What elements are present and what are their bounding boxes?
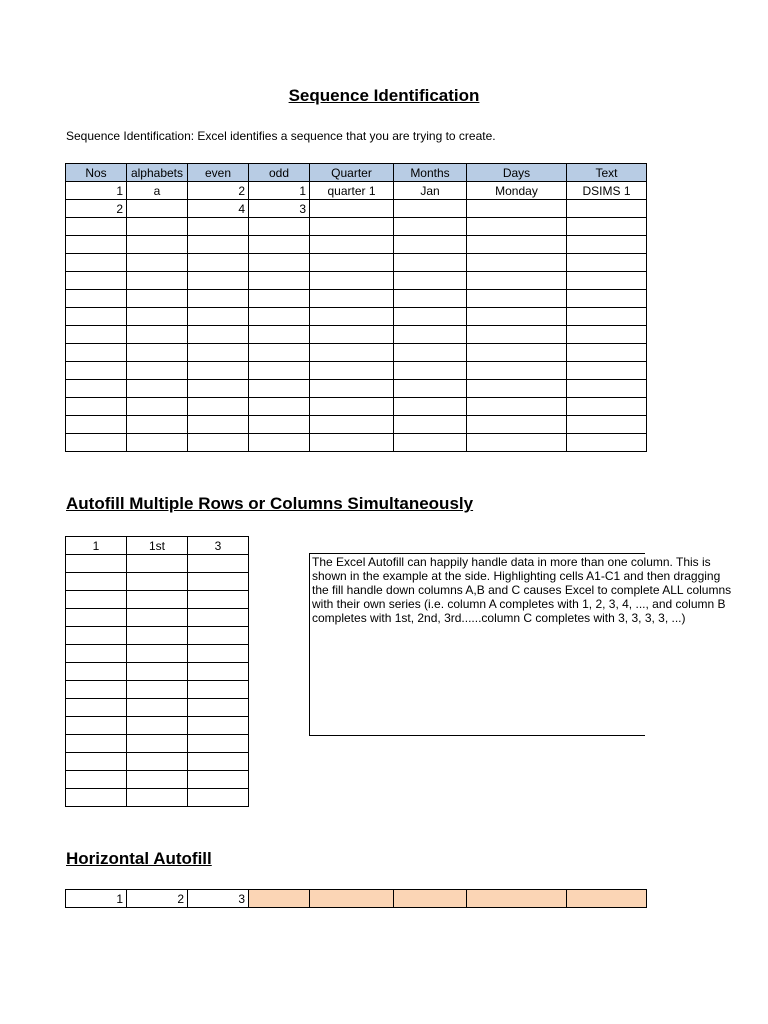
empty-row [66,434,647,452]
cell[interactable] [567,200,647,218]
empty-cell[interactable] [467,326,567,344]
empty-cell[interactable] [467,398,567,416]
horizontal-heading: Horizontal Autofill [66,849,212,868]
empty-cell[interactable] [567,308,647,326]
empty-row [66,663,249,681]
empty-cell[interactable] [467,308,567,326]
empty-cell[interactable] [66,699,127,717]
empty-cell[interactable] [567,272,647,290]
empty-cell[interactable] [127,753,188,771]
empty-cell[interactable] [249,308,310,326]
empty-row [66,236,647,254]
empty-cell[interactable] [188,218,249,236]
empty-cell[interactable] [310,326,394,344]
empty-cell[interactable] [127,627,188,645]
empty-cell[interactable] [310,290,394,308]
empty-cell[interactable] [66,591,127,609]
empty-cell[interactable] [66,789,127,807]
cell[interactable]: quarter 1 [310,182,394,200]
fill-target-cell[interactable] [467,890,567,908]
cell[interactable]: 3 [188,890,249,908]
empty-cell[interactable] [188,609,249,627]
empty-cell[interactable] [188,699,249,717]
page-title: Sequence Identification [288,86,480,105]
empty-row [66,308,647,326]
empty-cell[interactable] [467,434,567,452]
empty-cell[interactable] [188,627,249,645]
empty-cell[interactable] [467,218,567,236]
cell[interactable]: 4 [188,200,249,218]
empty-cell[interactable] [467,236,567,254]
header-cell[interactable]: odd [249,164,310,182]
empty-cell[interactable] [249,290,310,308]
empty-cell[interactable] [188,555,249,573]
empty-cell[interactable] [66,254,127,272]
empty-cell[interactable] [66,645,127,663]
empty-cell[interactable] [127,555,188,573]
empty-cell[interactable] [188,789,249,807]
empty-cell[interactable] [567,398,647,416]
empty-cell[interactable] [66,362,127,380]
empty-row [66,681,249,699]
sequence-table [65,163,647,452]
cell[interactable]: Jan [394,182,467,200]
header-row [66,164,647,182]
cell[interactable]: 3 [188,537,249,555]
empty-cell[interactable] [394,218,467,236]
cell[interactable] [467,200,567,218]
empty-cell[interactable] [188,771,249,789]
cell[interactable]: a [127,182,188,200]
empty-cell[interactable] [310,218,394,236]
empty-cell[interactable] [567,218,647,236]
empty-cell[interactable] [467,380,567,398]
empty-cell[interactable] [127,398,188,416]
empty-cell[interactable] [127,380,188,398]
empty-cell[interactable] [66,308,127,326]
fill-target-cell[interactable] [567,890,647,908]
empty-cell[interactable] [249,272,310,290]
empty-cell[interactable] [188,398,249,416]
empty-cell[interactable] [66,717,127,735]
empty-cell[interactable] [188,663,249,681]
empty-cell[interactable] [188,645,249,663]
empty-cell[interactable] [188,254,249,272]
cell[interactable] [394,200,467,218]
empty-row [66,555,249,573]
cell[interactable]: 3 [249,200,310,218]
empty-row [66,326,647,344]
empty-cell[interactable] [394,398,467,416]
empty-cell[interactable] [66,735,127,753]
cell[interactable] [127,200,188,218]
empty-row [66,771,249,789]
empty-cell[interactable] [249,254,310,272]
empty-cell[interactable] [66,218,127,236]
empty-row [66,753,249,771]
empty-cell[interactable] [310,236,394,254]
empty-cell[interactable] [249,326,310,344]
cell[interactable]: 2 [66,200,127,218]
empty-cell[interactable] [188,753,249,771]
empty-cell[interactable] [394,416,467,434]
table-row [66,200,647,218]
empty-row [66,380,647,398]
empty-cell[interactable] [188,681,249,699]
empty-cell[interactable] [567,236,647,254]
empty-cell[interactable] [310,254,394,272]
empty-cell[interactable] [310,362,394,380]
horizontal-table [65,889,647,908]
empty-cell[interactable] [66,236,127,254]
empty-rows [66,218,647,452]
cell[interactable]: 2 [188,182,249,200]
empty-row [66,789,249,807]
empty-cell[interactable] [188,272,249,290]
empty-row [66,645,249,663]
header-cell[interactable]: even [188,164,249,182]
table-row [66,890,647,908]
empty-row [66,717,249,735]
empty-cell[interactable] [127,681,188,699]
table-row [66,182,647,200]
empty-cell[interactable] [188,591,249,609]
empty-cell[interactable] [249,218,310,236]
empty-row [66,591,249,609]
empty-cell[interactable] [188,573,249,591]
header-cell[interactable]: Text [567,164,647,182]
empty-cell[interactable] [249,416,310,434]
empty-cell[interactable] [567,290,647,308]
header-cell[interactable]: Quarter [310,164,394,182]
empty-cell[interactable] [567,254,647,272]
autofill-multi-table [65,536,249,807]
empty-row [66,416,647,434]
empty-cell[interactable] [567,380,647,398]
empty-cell[interactable] [467,272,567,290]
empty-cell[interactable] [66,555,127,573]
empty-cell[interactable] [467,362,567,380]
empty-row [66,699,249,717]
empty-cell[interactable] [127,609,188,627]
empty-cell[interactable] [249,362,310,380]
empty-cell[interactable] [127,735,188,753]
cell[interactable]: Monday [467,182,567,200]
header-cell[interactable]: Days [467,164,567,182]
empty-cell[interactable] [127,218,188,236]
empty-cell[interactable] [188,380,249,398]
empty-cell[interactable] [567,434,647,452]
empty-cell[interactable] [66,344,127,362]
cell[interactable]: 1st [127,537,188,555]
autofill-multi-heading: Autofill Multiple Rows or Columns Simultaneously [66,494,474,513]
cell[interactable]: 1 [249,182,310,200]
empty-cell[interactable] [66,434,127,452]
header-cell[interactable]: alphabets [127,164,188,182]
empty-cell[interactable] [127,591,188,609]
empty-row [66,398,647,416]
empty-row [66,609,249,627]
header-cell[interactable]: Nos [66,164,127,182]
fill-target-cell[interactable] [310,890,394,908]
empty-cell[interactable] [249,398,310,416]
empty-cell[interactable] [127,645,188,663]
header-cell[interactable]: Months [394,164,467,182]
subtitle: Sequence Identification: Excel identifies a sequence that you are trying to create. [66,129,496,143]
empty-cell[interactable] [467,254,567,272]
empty-cell[interactable] [127,254,188,272]
description-textbox[interactable] [309,553,732,736]
empty-cell[interactable] [188,290,249,308]
empty-cell[interactable] [127,663,188,681]
empty-cell[interactable] [127,236,188,254]
empty-cell[interactable] [188,416,249,434]
empty-cell[interactable] [567,362,647,380]
table-row [66,537,249,555]
empty-cell[interactable] [66,627,127,645]
cell[interactable]: 1 [66,182,127,200]
empty-cell[interactable] [127,290,188,308]
empty-cell[interactable] [188,434,249,452]
empty-cell[interactable] [66,326,127,344]
empty-cell[interactable] [394,326,467,344]
empty-row [66,735,249,753]
empty-cell[interactable] [567,344,647,362]
empty-cell[interactable] [127,573,188,591]
empty-cell[interactable] [188,308,249,326]
empty-cell[interactable] [127,272,188,290]
empty-cell[interactable] [127,344,188,362]
empty-cell[interactable] [188,326,249,344]
empty-row [66,573,249,591]
empty-cell[interactable] [188,344,249,362]
empty-cell[interactable] [66,290,127,308]
empty-cell[interactable] [394,362,467,380]
empty-cell[interactable] [127,326,188,344]
cell[interactable]: 2 [127,890,188,908]
empty-cell[interactable] [567,416,647,434]
empty-row [66,254,647,272]
empty-cell[interactable] [66,416,127,434]
empty-row [66,344,647,362]
empty-cell[interactable] [127,789,188,807]
empty-cell[interactable] [66,398,127,416]
empty-cell[interactable] [467,290,567,308]
empty-cell[interactable] [467,344,567,362]
empty-cell[interactable] [66,753,127,771]
empty-cell[interactable] [310,272,394,290]
empty-cell[interactable] [127,434,188,452]
empty-cell[interactable] [567,326,647,344]
empty-row [66,218,647,236]
empty-cell[interactable] [310,434,394,452]
empty-cell[interactable] [394,290,467,308]
empty-row [66,290,647,308]
empty-cell[interactable] [394,380,467,398]
empty-rows [66,555,249,807]
fill-target-cell[interactable] [249,890,310,908]
description-text: The Excel Autofill can happily handle data in more than one column. This is shown in the example at the side. Highlighting cells A1-C1 and then dragging the fill handle down columns A,B and C causes Excel to complete ALL columns with their own series (i.e. column A completes with 1, 2, 3, 4, ..., and column B completes with 1st, 2nd, 3rd......column C completes with 3, 3, 3, 3, ...) [312,555,732,625]
empty-cell[interactable] [310,308,394,326]
cell[interactable]: 1 [66,537,127,555]
empty-cell[interactable] [394,434,467,452]
fill-target-cell[interactable] [394,890,467,908]
empty-cell[interactable] [188,362,249,380]
empty-cell[interactable] [249,236,310,254]
empty-row [66,362,647,380]
empty-cell[interactable] [66,272,127,290]
empty-cell[interactable] [310,380,394,398]
empty-cell[interactable] [66,663,127,681]
empty-cell[interactable] [127,416,188,434]
empty-cell[interactable] [249,434,310,452]
empty-cell[interactable] [66,573,127,591]
empty-cell[interactable] [394,344,467,362]
empty-cell[interactable] [127,771,188,789]
empty-row [66,272,647,290]
empty-cell[interactable] [394,236,467,254]
cell[interactable]: 1 [66,890,127,908]
empty-cell[interactable] [188,717,249,735]
empty-cell[interactable] [394,254,467,272]
empty-cell[interactable] [310,416,394,434]
empty-cell[interactable] [127,308,188,326]
empty-cell[interactable] [127,699,188,717]
empty-cell[interactable] [127,362,188,380]
empty-cell[interactable] [310,344,394,362]
empty-cell[interactable] [249,380,310,398]
empty-cell[interactable] [249,344,310,362]
empty-cell[interactable] [66,380,127,398]
empty-cell[interactable] [394,308,467,326]
empty-row [66,627,249,645]
empty-cell[interactable] [127,717,188,735]
empty-cell[interactable] [394,272,467,290]
empty-cell[interactable] [188,236,249,254]
empty-cell[interactable] [310,398,394,416]
cell[interactable] [310,200,394,218]
empty-cell[interactable] [66,609,127,627]
empty-cell[interactable] [66,771,127,789]
empty-cell[interactable] [467,416,567,434]
cell[interactable]: DSIMS 1 [567,182,647,200]
empty-cell[interactable] [66,681,127,699]
empty-cell[interactable] [188,735,249,753]
